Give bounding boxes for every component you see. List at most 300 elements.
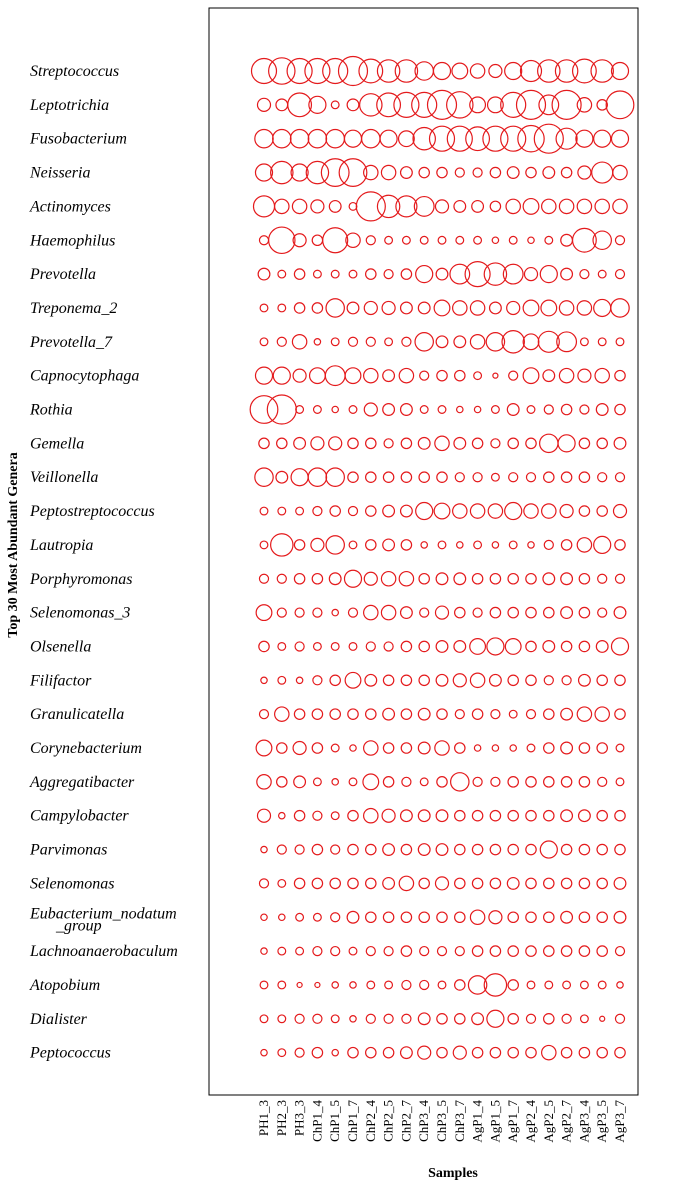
sample-label: ChP2_7 <box>398 1100 414 1142</box>
bubble-Rothia-PH2_3 <box>267 395 296 424</box>
bubble-Fusobacterium-ChP2_4 <box>362 130 380 148</box>
bubble-Prevotella-ChP3_5 <box>436 268 448 280</box>
bubble-Neisseria-PH3_3 <box>291 164 308 181</box>
bubble-Treponema_2-AgP3_4 <box>577 301 591 315</box>
bubble-Corynebacterium-ChP1_7 <box>350 745 356 751</box>
bubble-Peptostreptococcus-ChP1_7 <box>348 507 357 516</box>
bubble-Selenomonas_3-ChP3_4 <box>420 608 429 617</box>
bubble-Corynebacterium-ChP2_7 <box>401 743 411 753</box>
bubble-Parvimonas-ChP3_5 <box>436 844 448 856</box>
bubble-Prevotella_7-AgP1_4 <box>470 335 484 349</box>
bubble-Lachnoanaerobaculum-ChP2_4 <box>366 947 375 956</box>
bubble-Fusobacterium-PH2_3 <box>273 130 291 148</box>
bubble-Capnocytophaga-ChP3_7 <box>455 370 465 380</box>
bubble-Aggregatibacter-PH1_3 <box>257 775 271 789</box>
bubble-Streptococcus-ChP3_7 <box>452 63 468 79</box>
bubble-Streptococcus-AgP3_7 <box>611 62 628 79</box>
bubble-Lautropia-AgP2_5 <box>544 540 553 549</box>
bubble-Leptotrichia-ChP2_4 <box>360 94 382 116</box>
sample-label: AgP2_5 <box>540 1100 556 1143</box>
sample-labels <box>256 1100 627 1143</box>
bubble-Aggregatibacter-AgP3_5 <box>598 777 607 786</box>
bubble-Lachnoanaerobaculum-ChP1_5 <box>331 947 340 956</box>
bubble-Gemella-PH3_3 <box>294 437 306 449</box>
bubble-Prevotella-AgP3_7 <box>615 270 624 279</box>
bubble-Granulicatella-ChP3_7 <box>455 710 464 719</box>
bubble-Actinomyces-ChP2_4 <box>356 192 385 221</box>
bubble-Streptococcus-AgP1_7 <box>505 62 522 79</box>
bubble-Parvimonas-AgP3_5 <box>597 844 607 854</box>
sample-label: AgP2_7 <box>558 1100 574 1143</box>
bubble-Fusobacterium-PH3_3 <box>290 130 308 148</box>
sample-label: AgP1_7 <box>505 1100 521 1143</box>
sample-label: AgP1_4 <box>469 1100 485 1143</box>
bubble-Dialister-AgP1_5 <box>487 1010 504 1027</box>
bubble-Haemophilus-AgP2_4 <box>528 237 534 243</box>
bubble-Lachnoanaerobaculum-PH2_3 <box>278 947 286 955</box>
bubble-Neisseria-ChP2_4 <box>364 165 378 179</box>
genus-label: Eubacterium_nodatum _group <box>30 905 177 935</box>
bubble-Parvimonas-AgP3_4 <box>579 844 589 854</box>
sample-label: PH1_3 <box>256 1100 271 1137</box>
bubble-Granulicatella-AgP2_5 <box>544 709 554 719</box>
bubble-Olsenella-AgP1_4 <box>470 639 486 655</box>
bubble-Neisseria-ChP3_5 <box>437 167 447 177</box>
bubble-Eubacterium_nodatum_group-AgP2_4 <box>526 912 536 922</box>
bubble-Peptococcus-PH1_3 <box>261 1049 267 1055</box>
bubble-Corynebacterium-AgP3_7 <box>616 744 624 752</box>
bubble-Parvimonas-AgP3_7 <box>615 844 625 854</box>
bubble-Aggregatibacter-AgP3_7 <box>616 778 624 786</box>
bubble-Campylobacter-AgP2_7 <box>561 810 573 822</box>
bubble-Capnocytophaga-ChP1_4 <box>310 368 326 384</box>
bubble-Parvimonas-ChP3_7 <box>455 844 465 854</box>
bubble-Peptococcus-ChP3_5 <box>437 1047 447 1057</box>
bubble-Dialister-PH3_3 <box>295 1014 304 1023</box>
bubble-Lachnoanaerobaculum-ChP2_7 <box>401 946 411 956</box>
bubble-Selenomonas_3-AgP2_5 <box>544 607 554 617</box>
sample-label: AgP3_7 <box>612 1100 627 1143</box>
bubble-Rothia-AgP1_4 <box>474 406 480 412</box>
bubble-Prevotella_7-ChP2_4 <box>366 337 375 346</box>
bubble-Eubacterium_nodatum_group-AgP2_7 <box>561 911 573 923</box>
bubble-Actinomyces-PH1_3 <box>253 196 274 217</box>
bubble-Granulicatella-ChP2_7 <box>401 709 411 719</box>
genus-label: Corynebacterium <box>30 740 142 757</box>
bubble-Eubacterium_nodatum_group-ChP1_5 <box>331 913 340 922</box>
bubble-Selenomonas_3-ChP1_7 <box>348 608 357 617</box>
bubble-Olsenella-ChP1_5 <box>331 643 339 651</box>
bubble-Corynebacterium-AgP1_4 <box>474 745 480 751</box>
bubble-Treponema_2-ChP2_4 <box>364 301 377 314</box>
bubble-Prevotella_7-ChP3_7 <box>454 336 466 348</box>
sample-label: AgP2_4 <box>523 1100 538 1143</box>
bubble-Porphyromonas-PH1_3 <box>259 574 268 583</box>
bubble-Peptococcus-ChP1_7 <box>348 1047 358 1057</box>
bubble-Neisseria-ChP2_7 <box>401 167 413 179</box>
bubble-Atopobium-AgP3_4 <box>581 981 589 989</box>
bubble-Lachnoanaerobaculum-AgP1_4 <box>472 946 482 956</box>
bubble-Porphyromonas-ChP1_7 <box>344 570 361 587</box>
bubble-Selenomonas-PH2_3 <box>278 880 286 888</box>
genus-label: Filifactor <box>30 672 92 690</box>
bubble-Veillonella-ChP1_4 <box>308 468 326 486</box>
bubble-Leptotrichia-PH3_3 <box>288 93 312 117</box>
bubble-Porphyromonas-AgP2_5 <box>543 573 555 585</box>
bubble-Streptococcus-AgP3_5 <box>591 60 613 82</box>
bubble-Granulicatella-AgP3_5 <box>595 707 609 721</box>
bubble-Eubacterium_nodatum_group-AgP3_7 <box>614 911 626 923</box>
x-axis-title: Samples <box>428 1166 478 1181</box>
genus-label: Haemophilus <box>30 232 116 250</box>
bubble-Olsenella-AgP1_5 <box>487 638 504 655</box>
sample-label: ChP1_7 <box>345 1100 360 1142</box>
bubble-Selenomonas_3-PH3_3 <box>295 608 304 617</box>
bubble-Streptococcus-ChP1_5 <box>323 59 348 84</box>
bubble-Lautropia-ChP3_4 <box>421 542 427 548</box>
bubble-Filifactor-AgP2_4 <box>526 675 536 685</box>
bubble-Lachnoanaerobaculum-AgP3_4 <box>579 946 589 956</box>
bubble-Actinomyces-ChP3_5 <box>435 200 448 213</box>
bubble-Peptostreptococcus-ChP3_5 <box>434 503 450 519</box>
bubble-Prevotella_7-ChP2_5 <box>385 338 393 346</box>
genus-label: Peptostreptococcus <box>30 503 155 521</box>
bubble-Rothia-ChP3_7 <box>457 406 463 412</box>
bubble-Dialister-ChP3_7 <box>455 1014 465 1024</box>
bubble-Campylobacter-ChP1_5 <box>331 812 339 820</box>
bubble-Treponema_2-ChP2_7 <box>401 302 413 314</box>
bubble-Lachnoanaerobaculum-PH3_3 <box>296 947 304 955</box>
bubble-Prevotella_7-PH3_3 <box>292 335 306 349</box>
sample-label: AgP3_4 <box>576 1100 592 1143</box>
sample-label: ChP3_7 <box>451 1100 467 1142</box>
bubble-Treponema_2-AgP3_7 <box>611 299 629 317</box>
bubble-Selenomonas_3-AgP1_4 <box>473 608 482 617</box>
bubble-Dialister-AgP1_4 <box>472 1013 484 1025</box>
bubble-Parvimonas-PH1_3 <box>261 846 267 852</box>
bubble-Fusobacterium-ChP1_5 <box>326 130 344 148</box>
bubble-Lautropia-AgP2_4 <box>528 542 534 548</box>
bubble-Selenomonas-AgP2_7 <box>561 878 571 888</box>
bubble-Aggregatibacter-ChP2_5 <box>383 777 393 787</box>
bubble-Capnocytophaga-ChP1_5 <box>325 366 345 386</box>
bubble-Olsenella-AgP1_7 <box>505 639 521 655</box>
bubble-Filifactor-ChP2_4 <box>365 674 377 686</box>
sample-label: ChP3_4 <box>416 1100 432 1142</box>
bubble-Peptostreptococcus-ChP3_7 <box>453 504 467 518</box>
bubble-Selenomonas-AgP1_7 <box>507 878 519 890</box>
bubble-Peptococcus-AgP1_4 <box>472 1047 482 1057</box>
bubble-Lachnoanaerobaculum-AgP1_5 <box>490 946 500 956</box>
genus-label: Aggregatibacter <box>30 773 135 791</box>
bubble-Olsenella-PH3_3 <box>295 642 304 651</box>
bubble-Rothia-ChP2_7 <box>401 404 413 416</box>
bubble-Lachnoanaerobaculum-AgP2_5 <box>544 946 554 956</box>
bubble-Lachnoanaerobaculum-ChP3_5 <box>437 947 446 956</box>
bubble-Streptococcus-AgP3_4 <box>573 59 597 83</box>
bubble-Rothia-AgP2_7 <box>561 404 571 414</box>
bubble-Filifactor-ChP2_5 <box>383 675 393 685</box>
bubble-Treponema_2-AgP2_4 <box>523 300 539 316</box>
bubble-Parvimonas-ChP3_4 <box>418 844 430 856</box>
bubble-Prevotella_7-AgP3_5 <box>598 338 606 346</box>
bubble-Parvimonas-AgP1_7 <box>508 844 518 854</box>
bubble-Olsenella-PH2_3 <box>278 643 286 651</box>
bubble-Eubacterium_nodatum_group-ChP2_7 <box>401 912 411 922</box>
bubble-Porphyromonas-ChP1_5 <box>329 573 341 585</box>
bubble-Prevotella-AgP2_5 <box>540 266 557 283</box>
bubble-Olsenella-ChP3_4 <box>419 641 429 651</box>
bubble-Selenomonas-ChP3_4 <box>419 878 429 888</box>
bubble-Olsenella-ChP1_7 <box>349 643 357 651</box>
bubble-Peptostreptococcus-PH3_3 <box>296 507 304 515</box>
bubble-Neisseria-AgP3_4 <box>578 166 591 179</box>
bubble-Fusobacterium-AgP2_7 <box>556 128 577 149</box>
bubble-Aggregatibacter-AgP3_4 <box>579 777 589 787</box>
bubble-Porphyromonas-AgP1_4 <box>472 574 482 584</box>
bubble-Eubacterium_nodatum_group-ChP3_4 <box>419 912 429 922</box>
sample-label: PH3_3 <box>291 1100 307 1137</box>
bubble-Prevotella_7-ChP1_7 <box>348 337 357 346</box>
bubble-Corynebacterium-ChP3_5 <box>435 741 449 755</box>
bubble-Prevotella-ChP2_7 <box>401 269 411 279</box>
bubble-Fusobacterium-ChP2_7 <box>399 131 415 147</box>
bubble-Corynebacterium-AgP1_5 <box>492 745 498 751</box>
bubble-Peptococcus-AgP2_7 <box>561 1047 571 1057</box>
bubble-Peptococcus-AgP2_4 <box>526 1047 536 1057</box>
sample-label: AgP1_5 <box>487 1100 503 1143</box>
bubble-Campylobacter-ChP2_7 <box>401 810 413 822</box>
bubble-Aggregatibacter-ChP2_4 <box>363 774 379 790</box>
bubble-Atopobium-PH1_3 <box>260 981 268 989</box>
bubble-Selenomonas-ChP2_7 <box>399 876 413 890</box>
bubble-Parvimonas-AgP1_5 <box>490 844 500 854</box>
bubble-Peptostreptococcus-ChP2_4 <box>366 506 376 516</box>
bubble-Veillonella-AgP3_7 <box>615 473 624 482</box>
bubble-Dialister-PH2_3 <box>278 1015 286 1023</box>
bubble-Actinomyces-AgP1_5 <box>490 201 500 211</box>
bubble-Selenomonas-ChP2_5 <box>383 878 395 890</box>
bubble-Peptococcus-AgP3_4 <box>579 1047 589 1057</box>
bubble-Treponema_2-ChP3_4 <box>418 302 430 314</box>
bubble-Aggregatibacter-ChP1_7 <box>349 778 357 786</box>
bubble-Rothia-AgP2_4 <box>527 406 535 414</box>
bubbles <box>250 57 634 1060</box>
bubble-Capnocytophaga-AgP3_4 <box>578 369 591 382</box>
bubble-Capnocytophaga-PH2_3 <box>273 367 290 384</box>
bubble-Lautropia-ChP1_4 <box>311 538 324 551</box>
bubble-Rothia-AgP1_7 <box>507 404 519 416</box>
bubble-Parvimonas-ChP1_5 <box>331 845 340 854</box>
bubble-Gemella-AgP1_4 <box>472 438 482 448</box>
bubble-Streptococcus-AgP1_4 <box>470 64 484 78</box>
bubble-Leptotrichia-AgP2_4 <box>517 90 546 119</box>
genus-label: Veillonella <box>30 469 99 487</box>
bubble-Veillonella-AgP2_5 <box>544 472 554 482</box>
bubble-Lachnoanaerobaculum-AgP2_4 <box>526 946 536 956</box>
bubble-Granulicatella-ChP3_5 <box>437 709 447 719</box>
bubble-Peptococcus-AgP1_7 <box>508 1047 518 1057</box>
genus-label: Selenomonas <box>30 875 115 893</box>
bubble-Haemophilus-AgP1_7 <box>509 236 517 244</box>
bubble-Corynebacterium-PH1_3 <box>256 740 272 756</box>
bubble-Aggregatibacter-ChP1_5 <box>332 779 338 785</box>
bubble-Leptotrichia-AgP1_4 <box>470 97 486 113</box>
bubble-Treponema_2-PH2_3 <box>278 304 286 312</box>
genus-labels <box>29 63 178 1062</box>
bubble-Peptostreptococcus-AgP1_5 <box>488 504 502 518</box>
bubble-Porphyromonas-PH3_3 <box>294 574 304 584</box>
bubble-Selenomonas-AgP2_5 <box>544 878 554 888</box>
bubble-Actinomyces-ChP3_7 <box>454 201 466 213</box>
bubble-Selenomonas_3-PH1_3 <box>256 605 272 621</box>
genus-label: Lautropia <box>30 536 94 554</box>
genus-label: Campylobacter <box>30 807 129 825</box>
bubble-Neisseria-PH1_3 <box>255 164 272 181</box>
bubble-Dialister-ChP1_7 <box>350 1016 356 1022</box>
bubble-Dialister-AgP3_5 <box>600 1016 605 1021</box>
bubble-Filifactor-AgP2_7 <box>562 676 571 685</box>
bubble-Parvimonas-ChP2_7 <box>401 844 411 854</box>
bubble-Olsenella-AgP3_7 <box>611 638 628 655</box>
genus-label: Gemella <box>30 435 85 453</box>
bubble-Veillonella-AgP3_5 <box>598 473 607 482</box>
genus-label: Leptotrichia <box>30 96 110 114</box>
bubble-Prevotella_7-ChP3_4 <box>415 333 433 351</box>
bubble-Peptostreptococcus-AgP1_7 <box>505 503 522 520</box>
bubble-Granulicatella-ChP2_5 <box>383 708 395 720</box>
bubble-Filifactor-AgP1_5 <box>490 674 502 686</box>
bubble-Selenomonas-ChP1_5 <box>330 878 340 888</box>
bubble-Porphyromonas-AgP1_7 <box>508 574 518 584</box>
bubble-Selenomonas_3-ChP1_5 <box>332 609 338 615</box>
bubble-Peptostreptococcus-ChP3_4 <box>416 503 433 520</box>
bubble-Filifactor-ChP3_7 <box>453 674 466 687</box>
bubble-Lachnoanaerobaculum-ChP3_4 <box>420 947 429 956</box>
bubble-Dialister-ChP2_5 <box>384 1014 393 1023</box>
genus-label: Parvimonas <box>30 841 108 859</box>
bubble-Neisseria-AgP1_5 <box>490 167 500 177</box>
bubble-Filifactor-ChP1_5 <box>330 675 340 685</box>
bubble-Actinomyces-AgP1_4 <box>472 201 484 213</box>
bubble-Neisseria-ChP3_4 <box>419 167 429 177</box>
bubble-Gemella-ChP2_4 <box>366 438 376 448</box>
bubble-Gemella-ChP3_7 <box>454 437 466 449</box>
bubble-Neisseria-ChP1_4 <box>306 161 328 183</box>
bubble-Leptotrichia-AgP3_7 <box>606 91 634 119</box>
bubble-Selenomonas_3-AgP1_5 <box>490 607 500 617</box>
y-axis-title: Top 30 Most Abundant Genera <box>6 452 21 638</box>
bubble-Capnocytophaga-ChP2_7 <box>399 368 413 382</box>
bubble-Lautropia-AgP1_7 <box>509 541 517 549</box>
bubble-Peptostreptococcus-AgP1_4 <box>470 504 484 518</box>
genus-label: Neisseria <box>30 164 91 182</box>
bubble-Peptococcus-AgP2_5 <box>542 1045 556 1059</box>
bubble-Aggregatibacter-PH3_3 <box>294 776 306 788</box>
bubble-Atopobium-PH2_3 <box>278 981 286 989</box>
bubble-Peptostreptococcus-ChP2_7 <box>401 505 413 517</box>
bubble-Rothia-AgP3_5 <box>596 404 608 416</box>
bubble-Gemella-ChP3_4 <box>418 437 430 449</box>
bubble-Eubacterium_nodatum_group-AgP3_4 <box>579 912 589 922</box>
bubble-Neisseria-ChP2_5 <box>381 165 395 179</box>
bubble-Actinomyces-AgP1_7 <box>506 199 520 213</box>
bubble-Veillonella-ChP1_5 <box>326 468 344 486</box>
bubble-Actinomyces-AgP2_7 <box>559 199 573 213</box>
bubble-Corynebacterium-AgP2_4 <box>527 744 535 752</box>
bubble-Gemella-AgP2_4 <box>526 438 536 448</box>
bubble-Peptostreptococcus-PH1_3 <box>260 507 268 515</box>
bubble-Capnocytophaga-PH3_3 <box>293 369 306 382</box>
bubble-Actinomyces-PH2_3 <box>275 199 289 213</box>
genus-label: Prevotella_7 <box>30 333 113 351</box>
bubble-Capnocytophaga-AgP3_7 <box>615 370 625 380</box>
genus-label: Olsenella <box>30 638 92 656</box>
bubble-Streptococcus-AgP2_4 <box>520 60 541 81</box>
genus-label: Rothia <box>30 401 73 419</box>
bubble-Atopobium-PH3_3 <box>297 982 302 987</box>
bubble-Parvimonas-PH2_3 <box>277 845 286 854</box>
bubble-Fusobacterium-ChP2_5 <box>380 130 397 147</box>
bubble-Porphyromonas-PH2_3 <box>277 574 286 583</box>
bubble-Neisseria-AgP2_4 <box>526 167 536 177</box>
bubble-Corynebacterium-AgP3_5 <box>597 743 607 753</box>
bubble-Lautropia-PH1_3 <box>260 541 268 549</box>
bubble-Selenomonas-AgP2_4 <box>526 878 536 888</box>
bubble-Haemophilus-ChP2_5 <box>385 236 393 244</box>
bubble-Aggregatibacter-ChP3_7 <box>451 773 469 791</box>
bubble-Granulicatella-ChP2_4 <box>366 709 376 719</box>
bubble-Atopobium-ChP1_4 <box>315 982 320 987</box>
bubble-Dialister-ChP2_4 <box>366 1014 375 1023</box>
bubble-Prevotella-ChP1_4 <box>314 270 322 278</box>
bubble-Olsenella-ChP2_7 <box>401 641 411 651</box>
bubble-Parvimonas-ChP1_7 <box>348 844 358 854</box>
bubble-Rothia-AgP2_5 <box>544 405 553 414</box>
genus-label: Atopobium <box>30 976 101 994</box>
bubble-Atopobium-AgP2_4 <box>527 981 535 989</box>
bubble-Corynebacterium-ChP3_7 <box>455 743 465 753</box>
bubble-Granulicatella-PH3_3 <box>294 709 304 719</box>
bubble-Fusobacterium-AgP2_5 <box>534 124 563 153</box>
bubble-Filifactor-PH2_3 <box>278 676 286 684</box>
bubble-Veillonella-AgP3_4 <box>579 472 589 482</box>
bubble-Leptotrichia-AgP1_7 <box>501 92 526 117</box>
bubble-Atopobium-ChP1_7 <box>350 982 356 988</box>
sample-label: ChP2_4 <box>362 1100 378 1142</box>
bubble-Dialister-AgP3_7 <box>615 1014 624 1023</box>
bubble-Selenomonas_3-AgP2_7 <box>561 607 573 619</box>
bubble-Gemella-ChP1_7 <box>348 438 358 448</box>
bubble-Treponema_2-PH1_3 <box>260 304 268 312</box>
bubble-Gemella-ChP1_5 <box>329 437 342 450</box>
bubble-Selenomonas_3-AgP3_7 <box>614 607 626 619</box>
bubble-Actinomyces-ChP1_5 <box>329 201 341 213</box>
bubble-Dialister-PH1_3 <box>260 1015 268 1023</box>
bubble-Peptococcus-PH3_3 <box>295 1048 304 1057</box>
bubble-Veillonella-PH3_3 <box>291 469 308 486</box>
bubble-Neisseria-AgP2_7 <box>561 167 571 177</box>
bubble-Haemophilus-ChP2_4 <box>366 236 375 245</box>
bubble-Peptococcus-AgP1_5 <box>490 1047 500 1057</box>
bubble-Selenomonas-AgP3_5 <box>597 878 607 888</box>
bubble-Atopobium-ChP3_4 <box>420 980 429 989</box>
bubble-Selenomonas_3-AgP3_5 <box>598 608 607 617</box>
bubble-Atopobium-AgP2_5 <box>545 981 553 989</box>
bubble-Lautropia-ChP2_7 <box>401 540 411 550</box>
bubble-Veillonella-ChP3_5 <box>437 472 447 482</box>
bubble-Porphyromonas-ChP3_4 <box>419 574 429 584</box>
